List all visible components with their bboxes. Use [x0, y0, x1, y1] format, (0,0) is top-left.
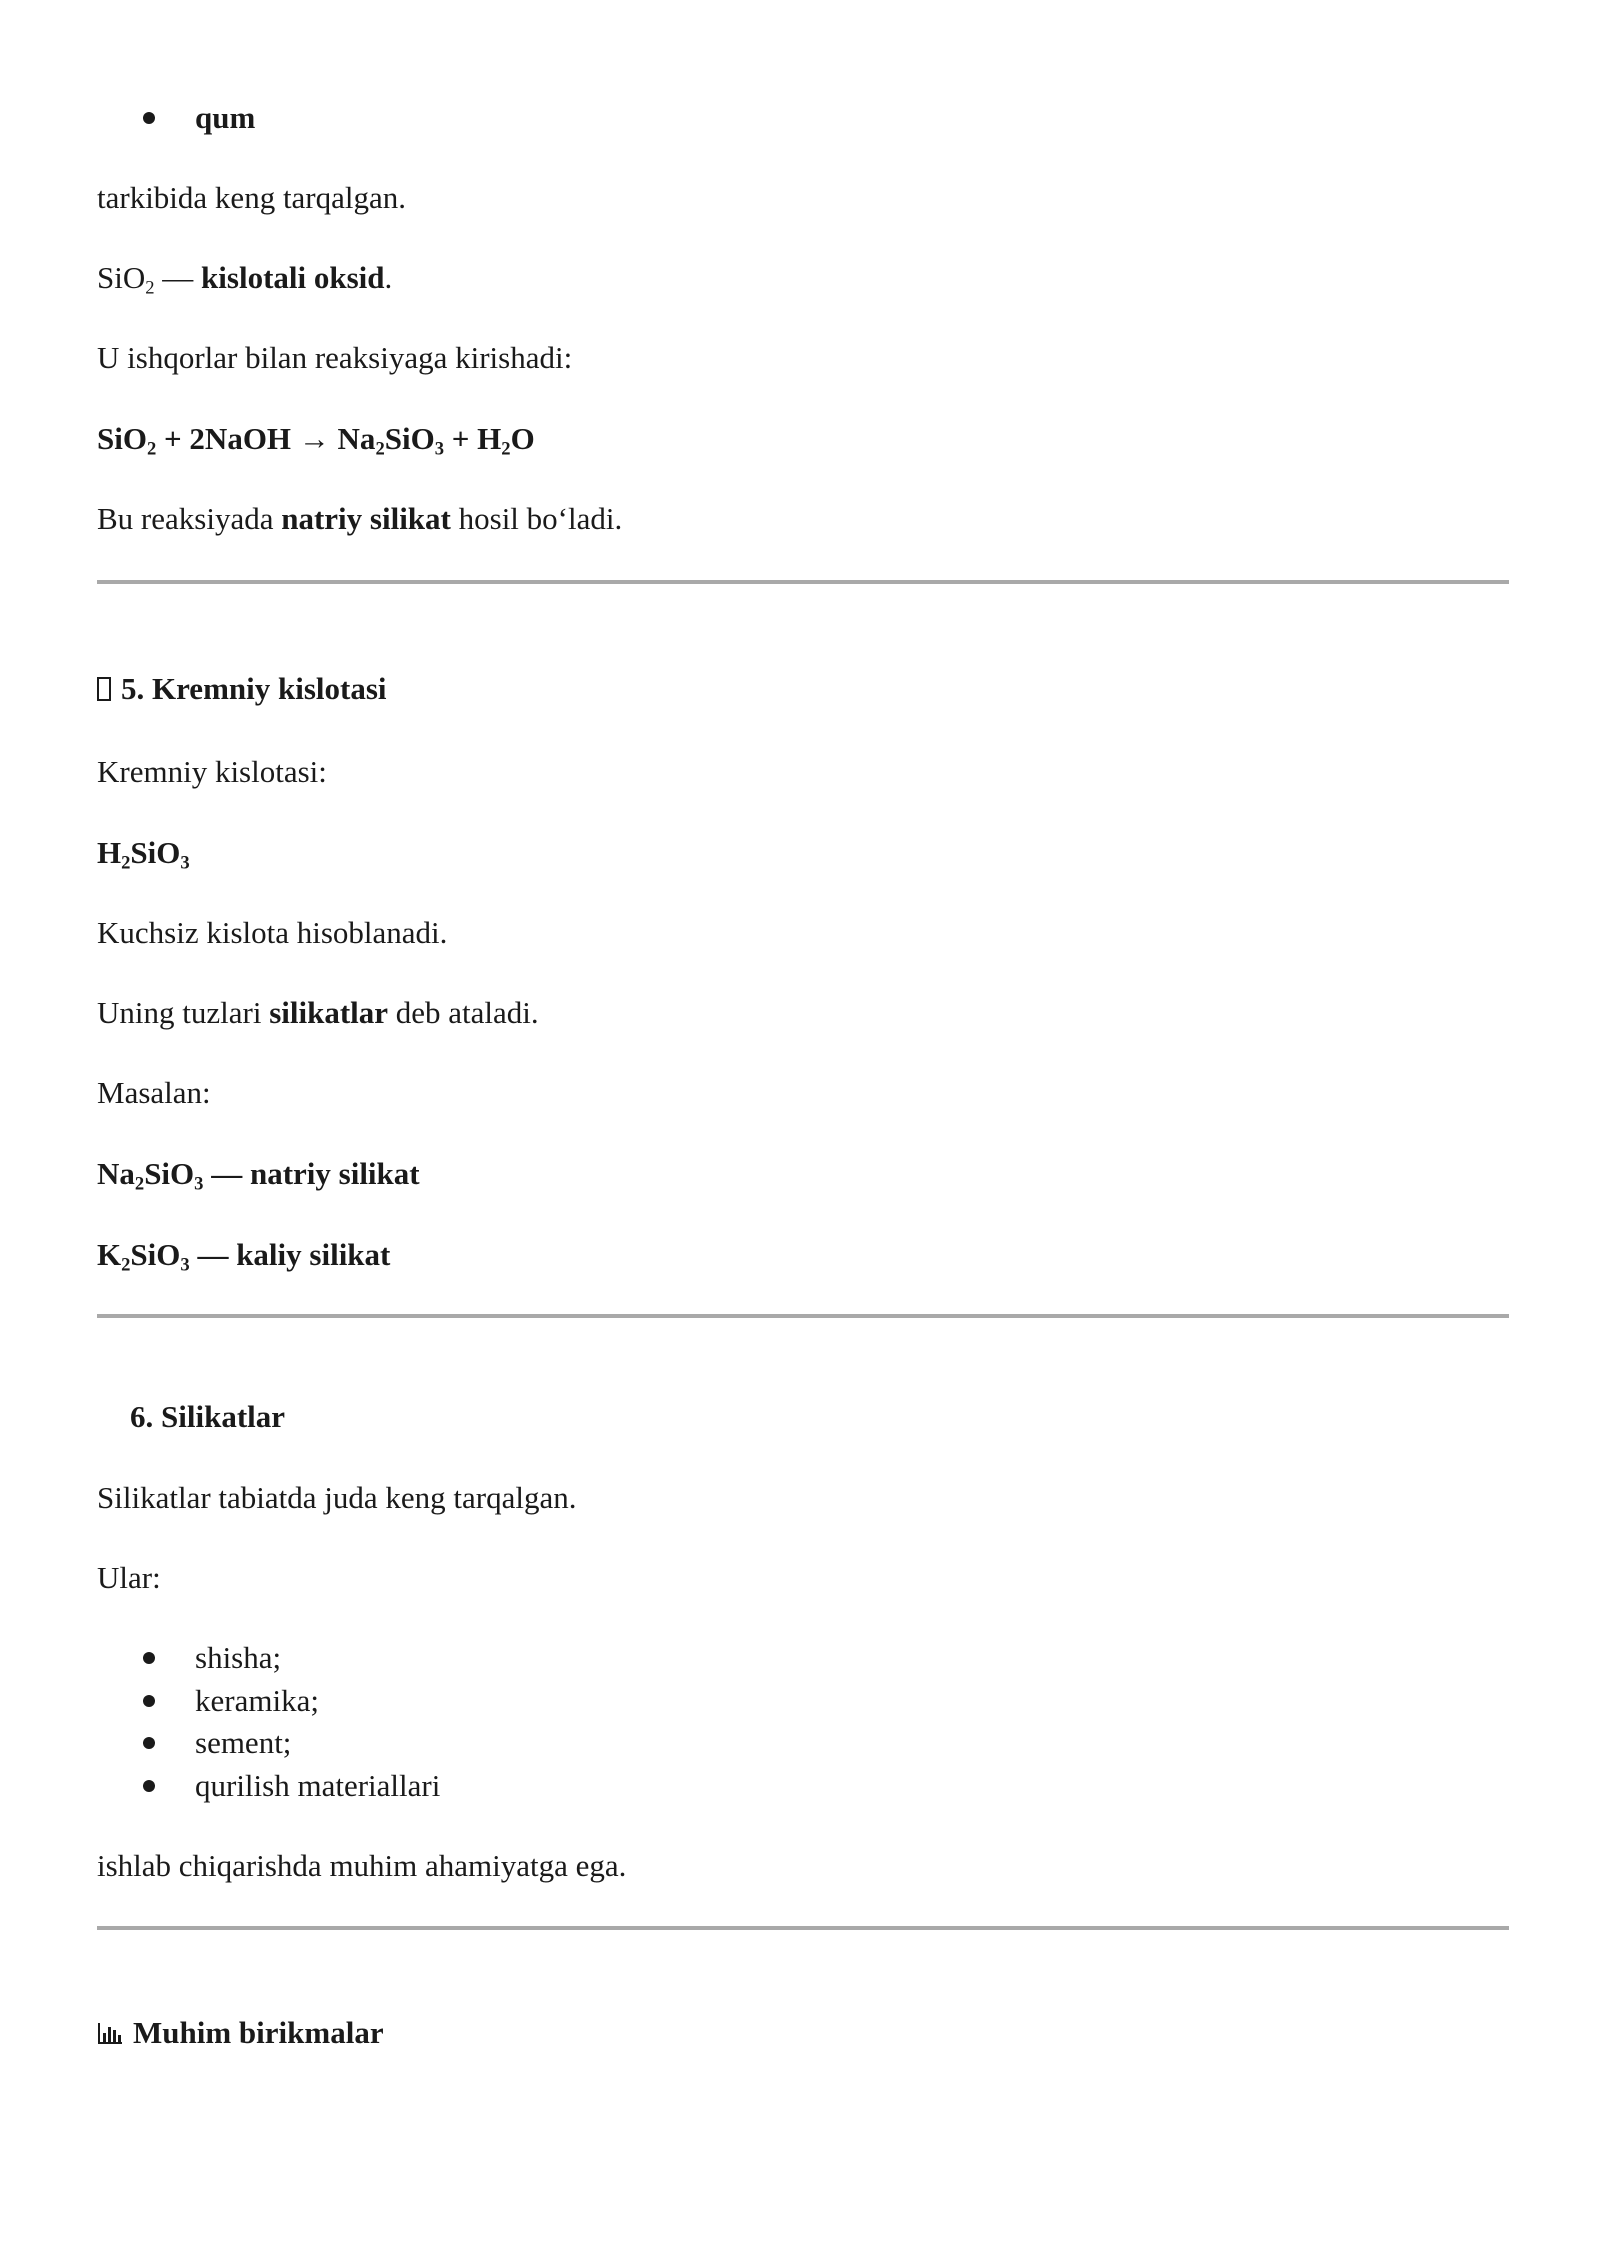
paragraph: Kremniy kislotasi:: [97, 754, 327, 789]
bold-term: silikatlar: [269, 995, 389, 1030]
list-bullet: [143, 1737, 155, 1749]
paragraph-sio2: [97, 258, 392, 298]
list-bullet: [143, 1695, 155, 1707]
formula-text: Na: [97, 1156, 135, 1191]
list-item: keramika;: [195, 1683, 319, 1718]
formula-text: H: [97, 835, 122, 870]
subscript: 2: [145, 277, 155, 299]
paragraph: Ular:: [97, 1560, 161, 1595]
horizontal-rule: [97, 1926, 1509, 1930]
list-item: shisha;: [195, 1640, 282, 1675]
product-sio: SiO: [384, 421, 435, 456]
section-heading-6: 6. Silikatlar: [130, 1399, 286, 1434]
paragraph: ishlab chiqarishda muhim ahamiyatga ega.: [97, 1848, 627, 1883]
formula-h2sio3: [97, 833, 190, 873]
text: Bu reaksiyada: [97, 501, 282, 536]
dash: —: [154, 260, 202, 295]
subscript: 3: [180, 1254, 190, 1276]
reactant-naoh: + 2NaOH: [156, 421, 299, 456]
missing-glyph-icon: [97, 677, 111, 701]
formula-text: SiO: [97, 260, 146, 295]
paragraph: U ishqorlar bilan reaksiyaga kirishadi:: [97, 340, 573, 375]
example-kaliy-silikat: [97, 1235, 390, 1275]
subscript: 2: [375, 438, 385, 460]
list-bullet: [143, 1652, 155, 1664]
formula-label: — natriy silikat: [203, 1156, 420, 1191]
list-bullet: [143, 112, 155, 124]
arrow-icon: →: [298, 421, 330, 456]
product-o: O: [510, 421, 535, 456]
horizontal-rule: [97, 1314, 1509, 1318]
product-h: + H: [444, 421, 502, 456]
paragraph: Silikatlar tabiatda juda keng tarqalgan.: [97, 1480, 577, 1515]
bold-term: natriy silikat: [281, 501, 451, 536]
paragraph: Masalan:: [97, 1075, 211, 1110]
horizontal-rule: [97, 580, 1509, 584]
text: deb ataladi.: [388, 995, 539, 1030]
subscript: 2: [134, 1173, 145, 1195]
list-bullet: [143, 1780, 155, 1792]
reactant-sio2: SiO: [97, 421, 147, 456]
bar-chart-icon: [97, 2021, 123, 2045]
formula-text: SiO: [130, 835, 181, 870]
section-heading-5: [97, 669, 387, 709]
subscript: 2: [121, 852, 131, 874]
paragraph: tarkibida keng tarqalgan.: [97, 180, 407, 215]
section-heading-muhim: [97, 2013, 384, 2053]
list-item: qurilish materiallari: [195, 1768, 441, 1803]
subscript: 2: [501, 438, 511, 460]
reaction-equation: [97, 419, 535, 459]
paragraph-salts: [97, 993, 539, 1033]
product-na: Na: [329, 421, 376, 456]
subscript: 3: [194, 1173, 204, 1195]
list-item: sement;: [195, 1725, 292, 1760]
list-item: qum: [195, 100, 256, 135]
bold-term: kislotali oksid: [201, 260, 385, 295]
text: hosil bo‘ladi.: [450, 501, 623, 536]
subscript: 3: [180, 852, 190, 874]
paragraph: Kuchsiz kislota hisoblanadi.: [97, 915, 448, 950]
formula-label: — kaliy silikat: [189, 1237, 391, 1272]
period: .: [384, 260, 393, 295]
formula-text: SiO: [130, 1237, 181, 1272]
heading-text: Muhim birikmalar: [133, 2015, 384, 2050]
formula-text: SiO: [144, 1156, 195, 1191]
formula-text: K: [97, 1237, 122, 1272]
subscript: 3: [434, 438, 444, 460]
subscript: 2: [146, 438, 157, 460]
example-natriy-silikat: [97, 1154, 420, 1194]
text: Uning tuzlari: [97, 995, 270, 1030]
heading-text: 5. Kremniy kislotasi: [121, 671, 387, 706]
subscript: 2: [121, 1254, 131, 1276]
paragraph-natriy: [97, 499, 622, 539]
